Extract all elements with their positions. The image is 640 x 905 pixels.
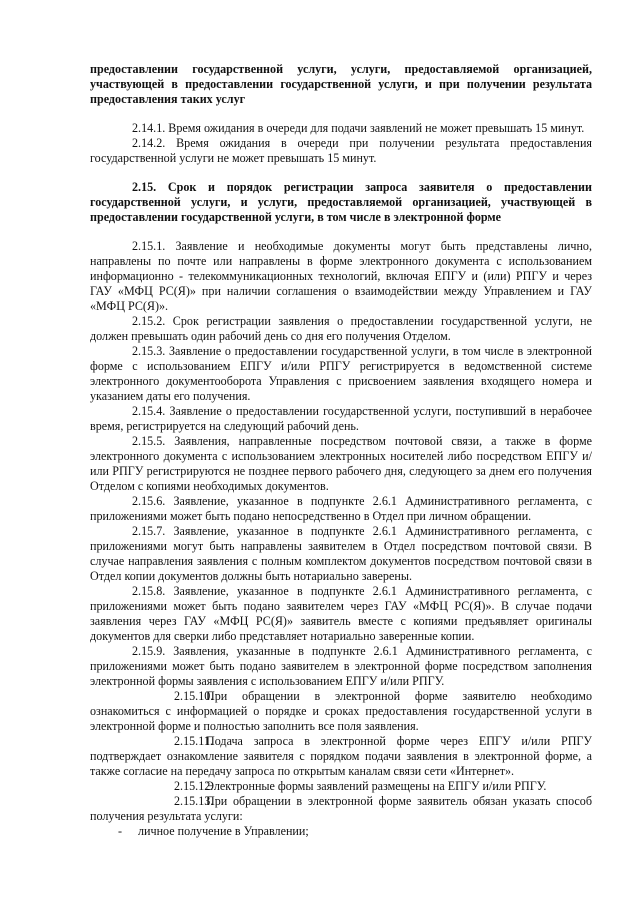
list-dash: - bbox=[118, 824, 123, 838]
paragraph-text: При обращении в электронной форме заявителю необходимо ознакомиться с информацией о порядке и сроках предоставления государственной услуги в электронной форме и полностью заполнить все поля заявления. bbox=[90, 689, 592, 733]
paragraph-2-15-3: 2.15.3. Заявление о предоставлении государственной услуги, в том числе в электронной форме с использованием ЕПГУ и/или РПГУ регистрируется в ведомственной системе электронного документооборота Управления с присвоением заявления входящего номера и указанием даты его получения. bbox=[90, 344, 592, 403]
paragraph-text: Подача запроса в электронной форме через ЕПГУ и/или РПГУ подтверждает ознакомление заявителя с порядком подачи заявления в электронной форме, а также согласие на передачу запроса по открытым каналам связи сети «Интернет». bbox=[90, 734, 592, 778]
paragraph-number: 2.15.12. bbox=[174, 779, 214, 793]
paragraph-number: 2.15.11. bbox=[174, 734, 213, 748]
paragraph-2-15-12 bbox=[90, 779, 592, 794]
paragraph-2-15-4: 2.15.4. Заявление о предоставлении государственной услуги, поступивший в нерабочее время, регистрируется на следующий рабочий день. bbox=[90, 404, 592, 433]
paragraph-2-15-6: 2.15.6. Заявление, указанное в подпункте 2.6.1 Административного регламента, с приложениями может быть подано непосредственно в Отдел при личном обращении. bbox=[90, 494, 592, 523]
list-item-text: личное получение в Управлении; bbox=[138, 824, 309, 838]
paragraph-2-15-11 bbox=[90, 734, 592, 779]
paragraph-number: 2.15.10. bbox=[174, 689, 214, 703]
paragraph-2-14-2: 2.14.2. Время ожидания в очереди при получении результата предоставления государственной услуги не может превышать 15 минут. bbox=[90, 136, 592, 165]
paragraph-2-15-5: 2.15.5. Заявления, направленные посредством почтовой связи, а также в форме электронного документа с использованием электронных носителей либо посредством ЕПГУ и/или РПГУ регистрируются не позднее первого рабочего дня, следующего за днем его получения Отделом с копиями необходимых документов. bbox=[90, 434, 592, 493]
paragraph-2-15-10 bbox=[90, 689, 592, 734]
list-item bbox=[90, 824, 592, 839]
paragraph-2-15-1: 2.15.1. Заявление и необходимые документы могут быть представлены лично, направлены по почте или направлены в форме электронного документа с использованием информационно - телекоммуникационных технологий, включая ЕПГУ и (или) РПГУ и через ГАУ «МФЦ РС(Я)» при наличии соглашения о взаимодействии между Управлением и ГАУ «МФЦ РС(Я)». bbox=[90, 239, 592, 313]
paragraph-number: 2.15.13. bbox=[174, 794, 214, 808]
paragraph-text: При обращении в электронной форме заявитель обязан указать способ получения результата услуги: bbox=[90, 794, 592, 823]
paragraph-text: Электронные формы заявлений размещены на ЕПГУ и/или РПГУ. bbox=[206, 779, 547, 793]
section-heading-2-15: 2.15. Срок и порядок регистрации запроса заявителя о предоставлении государственной услуги, и услуги, предоставляемой организацией, участвующей в предоставлении государственной услуги, в том числе в электронной форме bbox=[90, 180, 592, 224]
paragraph-2-15-2: 2.15.2. Срок регистрации заявления о предоставлении государственной услуги, не должен превышать один рабочий день со дня его получения Отделом. bbox=[90, 314, 592, 343]
paragraph-2-15-7: 2.15.7. Заявление, указанное в подпункте 2.6.1 Административного регламента, с приложениями могут быть направлены заявителем в Отдел посредством почтовой связи. В случае направления заявления с полным комплектом документов посредством почтовой связи в Отдел копии документов должны быть нотариально заверены. bbox=[90, 524, 592, 583]
paragraph-2-15-8: 2.15.8. Заявление, указанное в подпункте 2.6.1 Административного регламента, с приложениями может быть подано заявителем через ГАУ «МФЦ РС(Я)». В случае подачи заявления через ГАУ «МФЦ РС(Я)» заявитель вместе с копиями предъявляет оригиналы документов для сверки либо представляет нотариально заверенные копии. bbox=[90, 584, 592, 643]
paragraph-2-14-1: 2.14.1. Время ожидания в очереди для подачи заявлений не может превышать 15 минут. bbox=[132, 121, 585, 135]
section-heading-continued: предоставлении государственной услуги, услуги, предоставляемой организацией, участвующей в предоставлении государственной услуги, и при получении результата предоставления таких услуг bbox=[90, 62, 592, 106]
paragraph-2-15-9: 2.15.9. Заявления, указанные в подпункте 2.6.1 Административного регламента, с приложениями может быть подано заявителем в электронной форме посредством заполнения электронной формы заявления с использованием ЕПГУ и/или РПГУ. bbox=[90, 644, 592, 688]
paragraph-2-15-13 bbox=[90, 794, 592, 824]
